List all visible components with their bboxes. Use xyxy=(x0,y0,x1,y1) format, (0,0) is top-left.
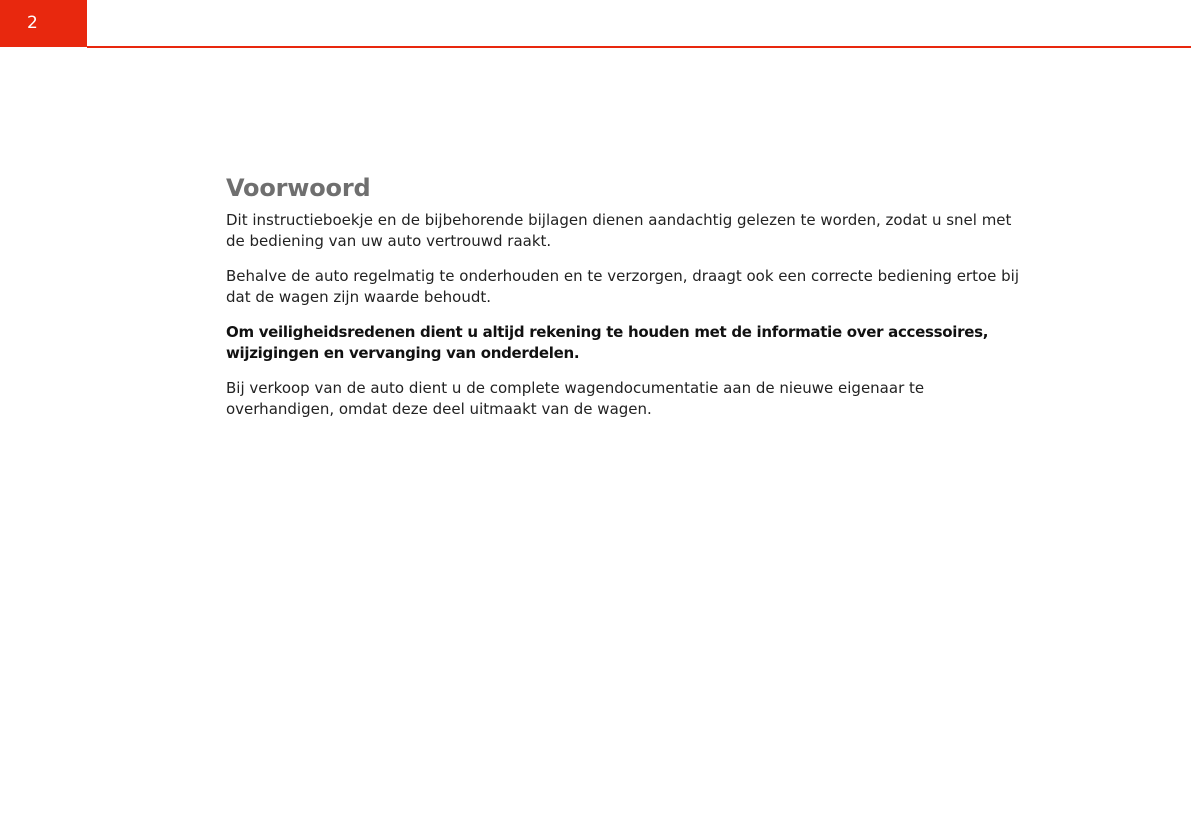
page-title: Voorwoord xyxy=(226,174,371,202)
page-number: 2 xyxy=(0,0,87,47)
paragraph-safety-notice: Om veiligheidsredenen dient u altijd rekening te houden met de informatie over accessoires, wijzigingen en vervanging van onderdelen. xyxy=(226,323,989,362)
paragraph-maintenance: Behalve de auto regelmatig te onderhouden en te verzorgen, draagt ook een correcte bediening ertoe bij dat de wagen zijn waarde behoudt. xyxy=(226,267,1020,306)
header-rule xyxy=(87,46,1191,48)
foreword-section xyxy=(226,172,1026,434)
paragraph-sale: Bij verkoop van de auto dient u de complete wagendocumentatie aan de nieuwe eigenaar te overhandigen, omdat deze deel uitmaakt van de wagen. xyxy=(226,379,925,418)
paragraph-intro: Dit instructieboekje en de bijbehorende bijlagen dienen aandachtig gelezen te worden, zodat u snel met de bediening van uw auto vertrouwd raakt. xyxy=(226,211,1012,250)
